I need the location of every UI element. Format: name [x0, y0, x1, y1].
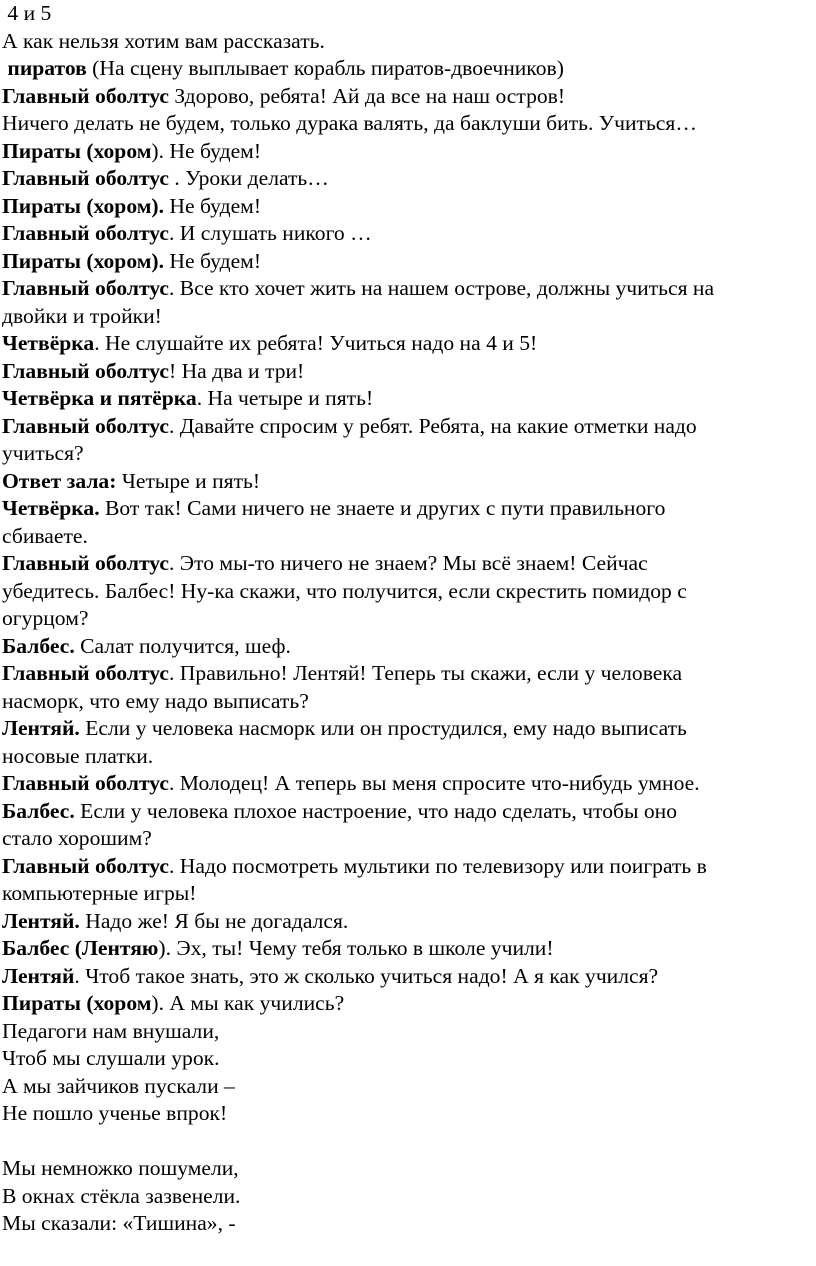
- text-line: [2, 468, 814, 496]
- speaker-label: Главный оболтус: [2, 221, 169, 245]
- text-line: [2, 0, 814, 28]
- speaker-label: Четвёрка.: [2, 496, 100, 520]
- line-text: . Правильно! Лентяй! Теперь ты скажи, если у человека: [169, 661, 683, 685]
- text-line: [2, 165, 814, 193]
- text-line: [2, 110, 814, 138]
- line-text: Надо же! Я бы не догадался.: [79, 908, 349, 933]
- text-line: [2, 990, 814, 1018]
- text-line: [2, 1183, 814, 1211]
- text-line: [2, 715, 814, 743]
- text-line: [2, 303, 814, 331]
- line-text: (На сцену выплывает корабль пиратов-двоечников): [86, 56, 564, 80]
- speaker-label: Главный оболтус: [2, 661, 169, 685]
- text-line: [2, 330, 814, 358]
- text-line: [2, 440, 814, 468]
- line-text: . Уроки делать…: [169, 166, 329, 190]
- speaker-label: Главный оболтус: [2, 166, 169, 190]
- speaker-label: Главный оболтус: [2, 358, 169, 383]
- text-line: [2, 825, 814, 853]
- blank-line: [2, 1128, 814, 1156]
- speaker-label: Пираты (хором).: [2, 248, 165, 273]
- line-text: убедитесь. Балбес! Ну-ка скажи, что получится, если скрестить помидор с: [2, 578, 687, 603]
- line-text: учиться?: [2, 441, 84, 465]
- speaker-label: Главный оболтус: [2, 853, 169, 878]
- line-text: Если у человека насморк или он простудился, ему надо выписать: [79, 716, 687, 740]
- text-line: [2, 358, 814, 386]
- document-page: [2, 0, 814, 1238]
- speaker-label: Главный оболтус: [2, 771, 169, 795]
- speaker-label: Главный оболтус: [2, 551, 169, 575]
- text-line: [2, 1100, 814, 1128]
- text-line: [2, 385, 814, 413]
- line-text: Если у человека плохое настроение, что надо сделать, чтобы оно: [74, 798, 678, 823]
- speaker-label: Лентяй.: [2, 908, 80, 933]
- text-line: [2, 963, 814, 991]
- speaker-label: Балбес.: [2, 798, 75, 823]
- text-line: [2, 908, 814, 936]
- line-text: ). Эх, ты! Чему тебя только в школе учили!: [158, 936, 554, 960]
- speaker-label: Четвёрка и пятёрка: [2, 386, 197, 410]
- speaker-label: Ответ зала:: [2, 468, 117, 493]
- line-text: А мы зайчиков пускали –: [2, 1073, 235, 1098]
- text-line: [2, 1045, 814, 1073]
- line-text: ). Не будем!: [151, 138, 262, 163]
- speaker-label: Четвёрка: [2, 331, 95, 355]
- speaker-label: Балбес.: [2, 633, 75, 658]
- line-text: 4 и 5: [2, 1, 52, 25]
- line-text: Четыре и пять!: [116, 468, 261, 493]
- speaker-label: Пираты (хором).: [2, 193, 165, 218]
- line-text: стало хорошим?: [2, 826, 152, 850]
- line-text: А как нельзя хотим вам рассказать.: [2, 28, 325, 53]
- text-line: [2, 495, 814, 523]
- text-line: [2, 523, 814, 551]
- line-text: Салат получится, шеф.: [74, 633, 291, 658]
- line-text: Вот так! Сами ничего не знаете и других с пути правильного: [99, 496, 666, 520]
- text-line: [2, 688, 814, 716]
- text-line: [2, 413, 814, 441]
- line-text: ! На два и три!: [169, 358, 305, 383]
- line-text: . Молодец! А теперь вы меня спросите что-нибудь умное.: [169, 771, 700, 795]
- text-line: [2, 248, 814, 276]
- speaker-label: Главный оболтус: [2, 276, 169, 300]
- line-text: . Давайте спросим у ребят. Ребята, на какие отметки надо: [169, 413, 697, 438]
- text-line: [2, 660, 814, 688]
- line-text: носовые платки.: [2, 743, 154, 768]
- text-line: [2, 83, 814, 111]
- speaker-label: Пираты (хором: [2, 138, 152, 163]
- text-line: [2, 55, 814, 83]
- text-line: [2, 853, 814, 881]
- text-line: [2, 550, 814, 578]
- text-line: [2, 578, 814, 606]
- text-line: [2, 220, 814, 248]
- text-line: [2, 28, 814, 56]
- speaker-label: Пираты (хором: [2, 991, 152, 1015]
- text-line: [2, 770, 814, 798]
- line-text: Здорово, ребята! Ай да все на наш остров!: [169, 83, 566, 108]
- line-text: В окнах стёкла зазвенели.: [2, 1183, 241, 1208]
- line-text: Чтоб мы слушали урок.: [2, 1046, 220, 1070]
- speaker-label: Лентяй.: [2, 716, 80, 740]
- text-line: [2, 633, 814, 661]
- line-text: Мы немножко пошумели,: [2, 1156, 239, 1180]
- line-text: Не пошло ученье впрок!: [2, 1101, 228, 1125]
- line-text: Ничего делать не будем, только дурака валять, да баклуши бить. Учиться…: [2, 111, 697, 135]
- line-text: . Все кто хочет жить на нашем острове, должны учиться на: [169, 276, 715, 300]
- line-text: Не будем!: [164, 248, 262, 273]
- text-line: [2, 605, 814, 633]
- line-text: . Не слушайте их ребята! Учиться надо на 4 и 5!: [94, 331, 538, 355]
- text-line: [2, 138, 814, 166]
- text-line: [2, 798, 814, 826]
- line-text: насморк, что ему надо выписать?: [2, 688, 309, 713]
- line-text: . На четыре и пять!: [196, 386, 374, 410]
- line-text: сбиваете.: [2, 523, 88, 548]
- text-line: [2, 1155, 814, 1183]
- speaker-label: Балбес (Лентяю: [2, 936, 159, 960]
- line-text: Педагоги нам внушали,: [2, 1018, 220, 1043]
- text-line: [2, 193, 814, 221]
- line-text: Мы сказали: «Тишина», -: [2, 1211, 236, 1235]
- text-line: [2, 880, 814, 908]
- line-text: компьютерные игры!: [2, 881, 197, 905]
- line-text: ). А мы как учились?: [151, 991, 345, 1015]
- line-text: . Надо посмотреть мультики по телевизору или поиграть в: [169, 853, 707, 878]
- line-text: Не будем!: [164, 193, 262, 218]
- speaker-label: Лентяй: [2, 963, 75, 988]
- line-text: . Чтоб такое знать, это ж сколько учиться надо! А я как учился?: [74, 963, 659, 988]
- line-text: . И слушать никого …: [169, 221, 372, 245]
- text-line: [2, 1018, 814, 1046]
- text-line: [2, 743, 814, 771]
- text-line: [2, 275, 814, 303]
- text-line: [2, 1073, 814, 1101]
- line-text: двойки и тройки!: [2, 303, 162, 328]
- speaker-label: Главный оболтус: [2, 413, 169, 438]
- line-text: . Это мы-то ничего не знаем? Мы всё знаем! Сейчас: [169, 551, 648, 575]
- text-line: [2, 935, 814, 963]
- line-text: огурцом?: [2, 606, 89, 630]
- speaker-label: пиратов: [2, 56, 87, 80]
- speaker-label: Главный оболтус: [2, 83, 169, 108]
- text-line: [2, 1210, 814, 1238]
